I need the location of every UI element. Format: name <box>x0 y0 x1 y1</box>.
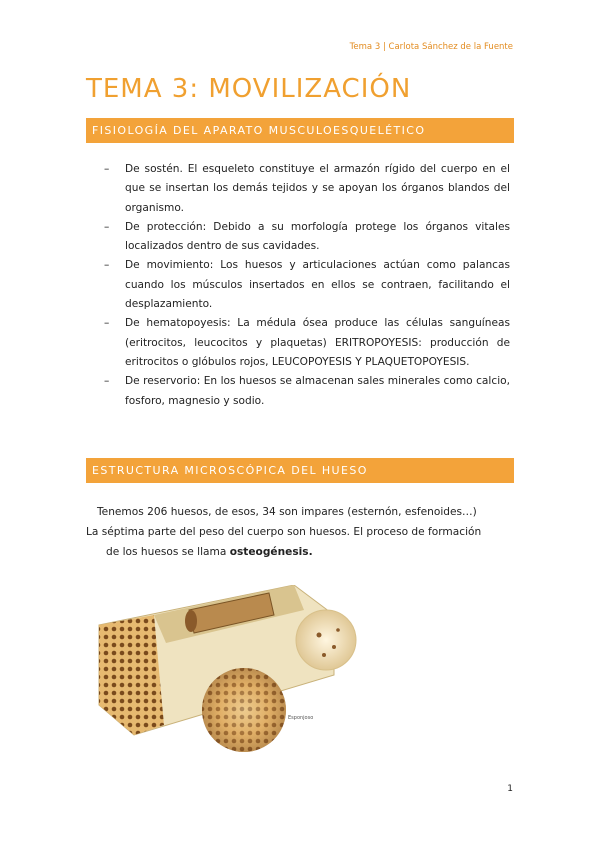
list-item-text: De sostén. El esqueleto constituye el armazón rígido del cuerpo en el que se insertan los demás tejidos y se apoyan los órganos blandos del organismo. <box>125 163 510 214</box>
list-item: – De sostén. El esqueleto constituye el armazón rígido del cuerpo en el que se insertan los demás tejidos y se apoyan los órganos blandos del organismo. <box>104 163 510 214</box>
paragraph-line: La séptima parte del peso del cuerpo son huesos. El proceso de formación <box>86 526 482 538</box>
section-heading-fisiologia: FISIOLOGÍA DEL APARATO MUSCULOESQUELÉTICO <box>86 118 514 143</box>
running-head: Tema 3 | Carlota Sánchez de la Fuente <box>349 42 513 52</box>
list-item-text: De reservorio: En los huesos se almacenan sales minerales como calcio, fosforo, magnesio y sodio. <box>125 375 510 407</box>
list-item-text: De movimiento: Los huesos y articulaciones actúan como palancas cuando los músculos insertados en ellos se contraen, facilitando el desplazamiento. <box>125 259 510 311</box>
list-item: – De movimiento: Los huesos y articulaciones actúan como palancas cuando los músculos insertados en ellos se contraen, facilitando el desplazamiento. <box>104 259 510 311</box>
paragraph-osteogenesis <box>86 522 516 562</box>
section-heading-estructura: ESTRUCTURA MICROSCÓPICA DEL HUESO <box>86 458 514 483</box>
list-item-text: De protección: Debido a su morfología protege los órganos vitales localizados dentro de sus cavidades. <box>125 220 510 253</box>
list-item-text: De hematopoyesis: La médula ósea produce las células sanguíneas (eritrocitos, leucocitos y plaquetas) ERITROPOYESIS: producción de eritrocitos o glóbulos rojos, LEUCOPOYESIS Y PLAQUETOPOYESIS. <box>125 317 510 368</box>
bullet-list <box>100 160 510 411</box>
spongy-bone-section <box>99 615 164 735</box>
compact-bone-magnified <box>296 610 356 670</box>
bold-term: osteogénesis. <box>229 546 313 558</box>
page-title: TEMA 3: MOVILIZACIÓN <box>86 74 412 104</box>
page-number: 1 <box>507 784 513 794</box>
list-item: – De hematopoyesis: La médula ósea produce las células sanguíneas (eritrocitos, leucocitos y plaquetas) ERITROPOYESIS: producción de eritrocitos o glóbulos rojos, LEUCOPOYESIS Y PLAQUETOPOYESIS. <box>104 317 510 368</box>
figure-label: Esponjoso <box>288 715 314 721</box>
osteon-end <box>185 610 197 632</box>
list-item: – De reservorio: En los huesos se almacenan sales minerales como calcio, fosforo, magnesio y sodio. <box>104 375 510 407</box>
list-item: – De protección: Debido a su morfología protege los órganos vitales localizados dentro de sus cavidades. <box>104 220 510 253</box>
paragraph-huesos-count: Tenemos 206 huesos, de esos, 34 son impares (esternón, esfenoides…) <box>97 506 477 518</box>
bone-structure-illustration <box>94 585 359 760</box>
paragraph-line: de los huesos se llama <box>106 546 230 558</box>
